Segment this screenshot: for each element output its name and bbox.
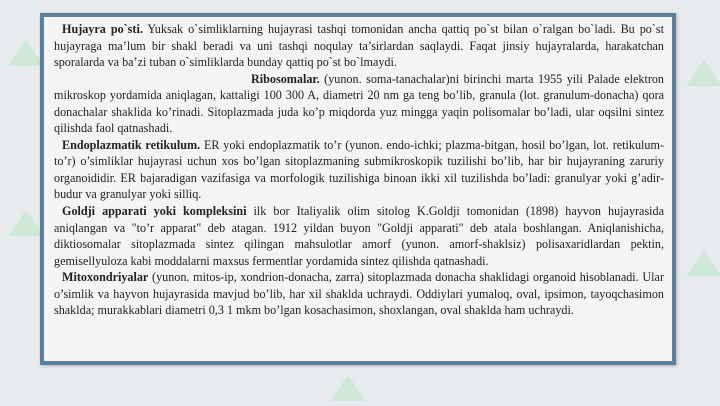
text-endoplasmic-reticulum: ER yoki endoplazmatik to’r (yunon. endo-ichki; plazma-bitgan, hosil bo’lgan, lot. retikulum-to’r) o’simliklar hujayrasi uchun xos bo’lgan sitoplazmaning submikroskopik tuzilishi bo’lib, har bir hujayraning zaruriy organoididir. ER bajaradigan vazifasiga va morfologik tuzilishiga binoan ikki xil tuzilishda bo’ladi: granulyar yoki g’adir-budur va granulyar yoki silliq. bbox=[54, 137, 664, 202]
paragraph-ribosomes bbox=[54, 71, 664, 137]
text-cell-wall: Yuksak o`simliklarning hujayrasi tashqi tomonidan ancha qattiq po`st bilan o`ralgan bo`ladi. Bu po`st hujayraga ma’lum bir shakl beradi va uni tashqi noqulay ta’sirlardan saqlaydi. Faqat jinsiy hujayralarda, harakatchan sporalarda va ba’zi tuban o`simliklarda bunday qattiq po`st bo`lmaydi. bbox=[54, 22, 664, 70]
text-mitochondria: (yunon. mitos-ip, xondrion-donacha, zarra) sitoplazmada donacha shaklidagi organoid hisoblanadi. Ular o’simlik va hayvon hujayrasida mavjud bo’lib, har xil shaklda uchraydi. Oddiylari yumaloq, oval, ipsimon, tayoqchasimon shaklda; murakkablari diametri 0,3 1 mkm bo’lgan kosachasimon, shoxlangan, oval shaklda ham uchraydi. bbox=[54, 270, 664, 318]
heading-endoplasmic-reticulum: Endoplazmatik retikulum. bbox=[62, 137, 201, 152]
decor-chevron bbox=[330, 375, 366, 401]
decor-chevron bbox=[8, 210, 44, 236]
decor-chevron bbox=[8, 40, 44, 66]
heading-ribosomes: Ribosomalar. bbox=[251, 71, 320, 86]
document-frame bbox=[40, 13, 676, 365]
paragraph-endoplasmic-reticulum bbox=[54, 137, 664, 203]
paragraph-golgi bbox=[54, 203, 664, 269]
decor-chevron bbox=[686, 60, 720, 86]
paragraph-mitochondria bbox=[54, 269, 664, 319]
heading-mitochondria: Mitoxondriyalar bbox=[62, 270, 149, 285]
paragraph-cell-wall bbox=[54, 21, 664, 71]
decor-chevron bbox=[686, 250, 720, 276]
text-ribosomes: (yunon. soma-tanachalar)ni birinchi marta 1955 yili Palade elektron mikroskop yordamida aniqlagan, kattaligi 100 300 A, diametri 20 nm ga teng bo’lib, granula (lot. granulum-donacha) qora donachalar shaklida ko’rinadi. Sitoplazmada juda ko’p miqdorda yuz mingga yaqin polisomalar bo’ladi, ular oqsilni sintez qilishda faol qatnashadi. bbox=[54, 71, 664, 136]
text-golgi: ilk bor Italiyalik olim sitolog K.Goldji tomonidan (1898) hayvon hujayrasida aniqlangan va "to’r apparat" deb atagan. 1912 yildan buyon "Goldji apparati" deb atala boshlangan. Aniqlanishicha, diktiosomalar sitoplazmada sintez qilingan mahsulotlar amorf (yunon. amorf-shaklsiz) polisaxaridlardan pektin, gemisellyuloza kabi moddalarni maxsus fermentlar yordamida sintez qilishda qatnashadi. bbox=[54, 204, 665, 268]
document-body bbox=[54, 21, 664, 319]
heading-golgi: Goldji apparati yoki kompleksini bbox=[62, 204, 247, 219]
heading-cell-wall: Hujayra po`sti. bbox=[62, 22, 143, 36]
